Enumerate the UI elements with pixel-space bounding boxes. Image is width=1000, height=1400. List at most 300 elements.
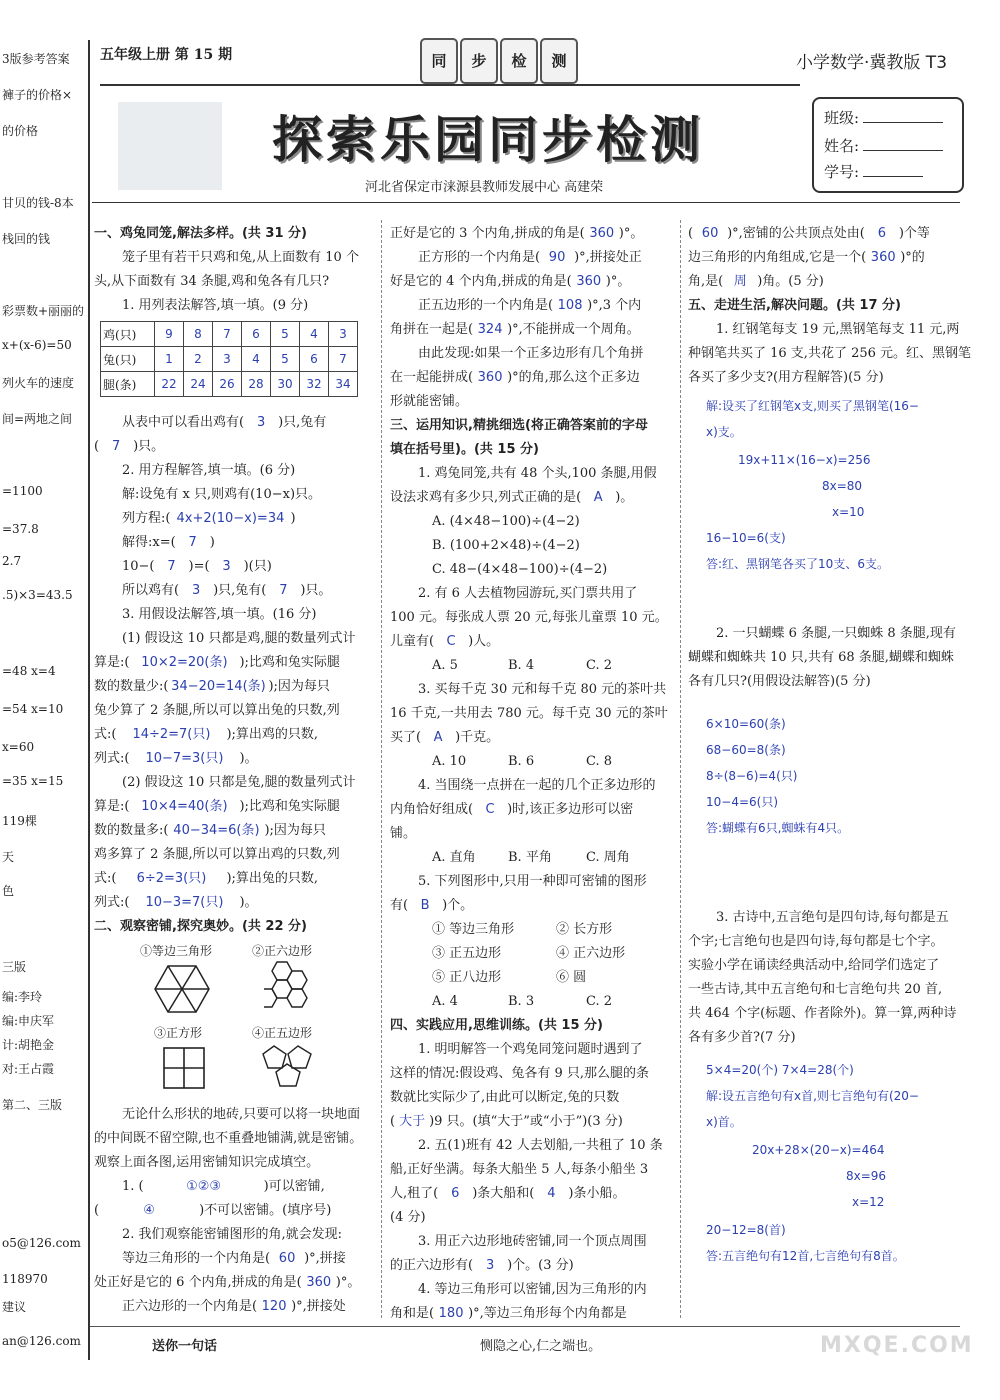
text: 解:设兔有 x 只,则鸡有(10−x)只。: [122, 487, 322, 502]
option: ⑤ 正八边形: [432, 970, 502, 985]
text: 儿童有(: [390, 634, 435, 649]
answer-blank: 大于: [399, 1114, 426, 1129]
text: 好是它的 4 个内角,拼成的角是(: [390, 274, 572, 289]
strip-text: x=60: [2, 740, 35, 754]
question: 3. 买每千克 30 元和每千克 80 元的茶叶共: [418, 682, 667, 697]
text: (: [688, 226, 694, 241]
table-cell: 8: [184, 322, 213, 347]
text: );比鸡和兔实际腿: [239, 655, 340, 670]
text: 正五边形的一个内角是(: [418, 298, 554, 313]
footer: [90, 1326, 974, 1361]
section-5-title: 五、走进生活,解决问题。(共 17 分): [688, 298, 901, 313]
text: );因为每只: [268, 679, 330, 694]
answer-blank: 7: [111, 439, 121, 454]
section-3-title: 三、运用知识,精挑细选(将正确答案前的字母: [390, 418, 648, 433]
question: 3. 古诗中,五言绝句是四句诗,每句都是五: [716, 910, 949, 925]
question: 3. 用正六边形地砖密铺,同一个顶点周围: [418, 1234, 647, 1249]
subject-label: 小学数学·冀教版 T3: [796, 53, 948, 73]
option: A. 5: [432, 658, 458, 673]
answer-blank: 3: [191, 583, 201, 598]
option: B. 6: [508, 754, 535, 769]
watermark: MXQE.COM: [820, 1333, 974, 1358]
text: 边三角形的内角组成,它是一个(: [688, 250, 867, 265]
text: 有(: [390, 898, 409, 913]
question: 5. 下列图形中,只用一种即可密铺的图形: [418, 874, 647, 889]
question: 2. 用方程解答,填一填。(6 分): [122, 463, 296, 478]
table-cell: 34: [329, 372, 358, 397]
answer-blank: 3: [485, 1258, 495, 1273]
solution-line: 答:蝴蝶有6只,蜘蛛有4只。: [706, 821, 850, 835]
text: 算是:(: [94, 799, 130, 814]
strip-text: =54 x=10: [2, 702, 64, 716]
answer-blank: 360: [589, 226, 615, 241]
strip-text: =35 x=15: [2, 774, 64, 788]
strip-text: =37.8: [2, 522, 39, 536]
question: 4. 等边三角形可以密铺,因为三角形的内: [418, 1282, 647, 1297]
solution-line: x)首。: [706, 1115, 742, 1129]
table-cell: 4: [300, 322, 329, 347]
text: ): [209, 535, 215, 550]
answer-blank: A: [593, 490, 603, 505]
text: )时,该正多边形可以密: [507, 802, 634, 817]
strip-text: 对:王占霞: [2, 1062, 55, 1076]
answer-blank: 40−34=6(条): [173, 823, 260, 838]
question: 1. 明明解答一个鸡兔同笼问题时遇到了: [418, 1042, 643, 1057]
text: )人。: [468, 634, 500, 649]
text: 的中间既不留空隙,也不重叠地铺满,就是密铺。: [94, 1131, 363, 1146]
table-cell: 3: [329, 322, 358, 347]
option: C. 8: [586, 754, 613, 769]
text: ): [290, 511, 296, 526]
answer-line: [390, 222, 643, 246]
answer-line: [390, 318, 640, 342]
text: )°,拼接: [304, 1251, 346, 1266]
text: 列式:(: [94, 895, 130, 910]
table-cell: 7: [329, 347, 358, 372]
solution-line: x=12: [852, 1195, 885, 1209]
text: 观察上面各图,运用密铺知识完成填空。: [94, 1155, 320, 1170]
text: 16 千克,一共用去 780 元。每千克 30 元的茶叶: [390, 706, 668, 721]
answer-line: [390, 1182, 625, 1206]
answer-blank: 周: [733, 274, 747, 289]
stamp-char-2: 步: [460, 38, 498, 84]
text: )°。: [335, 1275, 361, 1290]
strip-text: 间=两地之间: [2, 412, 73, 426]
answer-blank: 3: [256, 415, 266, 430]
text: )个。: [442, 898, 474, 913]
name-blank: [863, 150, 943, 151]
text: (4 分): [390, 1210, 426, 1225]
text: )°,拼接处正: [574, 250, 642, 265]
answer-line: [122, 507, 296, 531]
text: 种钢笔共买了 16 支,共花了 256 元。红、黑钢笔: [688, 346, 972, 361]
solution-line: 8x=80: [822, 479, 863, 493]
text: 正方形的一个内角是(: [418, 250, 541, 265]
answer-blank: 6÷2=3(只): [136, 871, 207, 886]
option: ④ 正六边形: [556, 946, 626, 961]
text: (: [390, 1114, 396, 1129]
answer-line: [94, 1271, 360, 1295]
table-cell: 28: [242, 372, 271, 397]
text: 铺。: [390, 826, 417, 841]
answer-blank: 180: [438, 1306, 464, 1321]
answer-line: [390, 270, 630, 294]
text: 人,租了(: [390, 1186, 439, 1201]
strip-text: 栈回的钱: [2, 232, 51, 246]
answer-blank: B: [420, 898, 430, 913]
strip-text: 编:申庆军: [2, 1014, 55, 1028]
answer-blank: 14÷2=7(只): [132, 727, 211, 742]
text: 算是:(: [94, 655, 130, 670]
text: 数的数量多:(: [94, 823, 169, 838]
table-cell: 1: [155, 347, 184, 372]
answer-line: [390, 894, 473, 918]
strip-text: 天: [2, 850, 15, 864]
option: A. 10: [432, 754, 467, 769]
strip-text: 3版参考答案: [2, 52, 70, 66]
answer-blank: 4x+2(10−x)=34: [176, 511, 285, 526]
answer-blank: 34−20=14(条): [171, 679, 266, 694]
text: 形就能密铺。: [390, 394, 469, 409]
strip-text: 第二、三版: [2, 1098, 63, 1112]
question: 3. 用假设法解答,填一填。(16 分): [122, 607, 317, 622]
option: ③ 正五边形: [432, 946, 502, 961]
solution-line: 答:五言绝句有12首,七言绝句有8首。: [706, 1249, 905, 1263]
chicken-rabbit-table: [100, 321, 358, 397]
strip-text: 的价格: [2, 124, 39, 138]
answer-blank: 6: [877, 226, 886, 241]
answer-line: [390, 630, 499, 654]
text: 设法求鸡有多少只,列式正确的是(: [390, 490, 582, 505]
solution-line: 19x+11×(16−x)=256: [738, 453, 871, 467]
answer-line: [94, 435, 164, 459]
text: 一些古诗,其中五言绝句和七言绝句共 20 首,: [688, 982, 943, 997]
text: 列式:(: [94, 751, 130, 766]
text: )9 只。(填“大于”或“小于”)(3 分): [429, 1114, 623, 1129]
shape-label: ④正五边形: [252, 1026, 313, 1040]
text: );比鸡和兔实际腿: [239, 799, 340, 814]
answer-line: [122, 531, 215, 555]
text: 正好是它的 3 个内角,拼成的角是(: [390, 226, 585, 241]
answer-blank: 60: [701, 226, 719, 241]
table-cell: 2: [184, 347, 213, 372]
stamp-char-3: 检: [500, 38, 538, 84]
answer-blank: 360: [477, 370, 503, 385]
answer-line: [94, 675, 330, 699]
row-header: 兔(只): [101, 347, 155, 372]
text: )只,兔有(: [213, 583, 267, 598]
answer-blank: 60: [278, 1251, 296, 1266]
solution-line: 10−4=6(只): [706, 795, 779, 809]
text: (: [94, 439, 100, 454]
text: )°的角,那么这个正多边: [507, 370, 640, 385]
table-cell: 5: [271, 322, 300, 347]
text: )。: [239, 895, 258, 910]
text: 兔少算了 2 条腿,所以可以算出兔的只数,列: [94, 703, 340, 718]
text: )°,不能拼成一个周角。: [507, 322, 640, 337]
strip-text: 三版: [2, 960, 27, 974]
name-label: 姓名:: [824, 137, 860, 155]
pentagon-tiling-icon: [258, 1042, 318, 1096]
text: 等边三角形的一个内角是(: [122, 1251, 271, 1266]
option: ① 等边三角形: [432, 922, 515, 937]
text: )°。: [605, 274, 631, 289]
answer-blank: ④: [143, 1203, 155, 1218]
text: )只,兔有: [278, 415, 327, 430]
answer-line: [122, 555, 272, 579]
answer-blank: 10×4=40(条): [141, 799, 228, 814]
option: A. 4: [432, 994, 458, 1009]
strip-text: 118970: [2, 1272, 48, 1286]
hexagon-tiling-icon: [264, 960, 312, 1016]
text: 从表中可以看出鸡有(: [122, 415, 245, 430]
text: 笼子里有若干只鸡和兔,从上面数有 10 个: [122, 250, 359, 265]
answer-line: [390, 486, 633, 510]
text: )个。(3 分): [507, 1258, 574, 1273]
text: 共 464 个字(标题、作者除外)。算一算,两种诗: [688, 1006, 957, 1021]
answer-blank: 3: [222, 559, 231, 574]
question: 4. 当围绕一点拼在一起的几个正多边形的: [418, 778, 656, 793]
text: 数就比实际少了,由此可以断定,兔的只数: [390, 1090, 620, 1105]
answer-blank: 360: [576, 274, 602, 289]
text: )=(: [188, 559, 210, 574]
text: )不可以密铺。(填序号): [199, 1203, 332, 1218]
text: )(只): [243, 559, 272, 574]
answer-blank: 360: [306, 1275, 332, 1290]
stamp-char-1: 同: [420, 38, 458, 84]
solution-line: 6×10=60(条): [706, 717, 786, 731]
left-strip: [0, 40, 90, 1360]
section-1-title: 一、鸡兔同笼,解法多样。(共 31 分): [94, 226, 307, 241]
answer-blank: 108: [557, 298, 583, 313]
issue-label: 五年级上册 第 15 期: [100, 47, 233, 63]
question: 1. 红钢笔每支 19 元,黑钢笔每支 11 元,两: [716, 322, 960, 337]
text: 所以鸡有(: [122, 583, 180, 598]
strip-text: 计:胡艳金: [2, 1038, 55, 1052]
strip-text: 褲子的价格×: [2, 88, 73, 102]
page-title: 探索乐园同步检测: [272, 111, 704, 169]
strip-text: 甘贝的钱-8本: [2, 196, 74, 210]
strip-text: .5)×3=43.5: [2, 588, 73, 602]
text: (1) 假设这 10 只都是鸡,腿的数量列式计: [122, 631, 356, 646]
answer-blank: 324: [477, 322, 503, 337]
answer-blank: 6: [451, 1186, 460, 1201]
text: )°的: [900, 250, 925, 265]
table-cell: 22: [155, 372, 184, 397]
answer-line: [418, 294, 641, 318]
table-cell: 3: [213, 347, 242, 372]
text: );算出兔的只数,: [226, 871, 319, 886]
answer-line: [122, 411, 326, 435]
text: 无论什么形状的地砖,只要可以将一块地面: [122, 1107, 361, 1122]
top-rule: [92, 202, 960, 203]
answer-blank: 7: [167, 559, 176, 574]
author-line: 河北省保定市涞源县教师发展中心 高建荣: [365, 180, 604, 195]
answer-blank: A: [433, 730, 443, 745]
text: )只。: [300, 583, 332, 598]
text: 列方程:(: [122, 511, 171, 526]
text: 的正六边形有(: [390, 1258, 474, 1273]
text: )个等: [898, 226, 930, 241]
table-cell: 30: [271, 372, 300, 397]
answer-line: [122, 579, 331, 603]
option: C. 48−(4×48−100)÷(4−2): [432, 562, 608, 577]
answer-line: [94, 747, 258, 771]
answer-blank: C: [485, 802, 495, 817]
text: 由此发现:如果一个正多边形有几个角拼: [418, 346, 644, 361]
text: 各有多少首?(7 分): [688, 1030, 796, 1045]
text: 鸡多算了 2 条腿,所以可以算出鸡的只数,列: [94, 847, 340, 862]
solution-line: 解:设买了红钢笔x支,则买了黑钢笔(16−: [706, 399, 919, 413]
solution-line: 5×4=20(个) 7×4=28(个): [706, 1063, 854, 1077]
table-row: [101, 322, 358, 347]
text: 各有几只?(用假设法解答)(5 分): [688, 674, 871, 689]
text: (: [94, 1203, 100, 1218]
answer-line: [94, 819, 326, 843]
answer-blank: 10−7=3(只): [145, 751, 224, 766]
text: )°,等边三角形每个内角都是: [468, 1306, 627, 1321]
answer-line: [94, 723, 318, 747]
strip-text: 编:李玲: [2, 990, 43, 1004]
solution-line: 20x+28×(20−x)=464: [752, 1143, 885, 1157]
text: );算出鸡的只数,: [226, 727, 319, 742]
question: 2. 一只蝴蝶 6 条腿,一只蜘蛛 8 条腿,现有: [716, 626, 956, 641]
option: A. (4×48−100)÷(4−2): [432, 514, 580, 529]
text: 1. (: [122, 1179, 144, 1194]
column-divider-2: [680, 220, 681, 1318]
table-cell: 5: [271, 347, 300, 372]
strip-text: 2.7: [2, 554, 22, 568]
shape-label: ③正方形: [154, 1026, 203, 1040]
answer-line: [94, 651, 340, 675]
text: )可以密铺,: [263, 1179, 325, 1194]
footer-label: 送你一句话: [152, 1339, 218, 1354]
answer-blank: 90: [548, 250, 566, 265]
answer-line: [94, 1199, 331, 1223]
option: ⑥ 圆: [556, 970, 587, 985]
solution-line: 8x=96: [846, 1169, 887, 1183]
stamp-char-4: 测: [540, 38, 578, 84]
option: A. 直角: [432, 850, 476, 865]
text: )。: [615, 490, 634, 505]
text: 各买了多少支?(用方程解答)(5 分): [688, 370, 884, 385]
answer-blank: 4: [547, 1186, 556, 1201]
text: )千克。: [455, 730, 500, 745]
text: 数的数量少:(: [94, 679, 169, 694]
table-cell: 26: [213, 372, 242, 397]
solution-line: 68−60=8(条): [706, 743, 786, 757]
solution-line: 8÷(8−6)=4(只): [706, 769, 798, 783]
answer-line: [122, 1295, 346, 1319]
text: 头,从下面数有 34 条腿,鸡和兔各有几只?: [94, 274, 330, 289]
row-header: 鸡(只): [101, 322, 155, 347]
answer-line: [122, 1175, 325, 1199]
text: 10−(: [122, 559, 155, 574]
answer-blank: 10×2=20(条): [141, 655, 228, 670]
option: B. 平角: [508, 850, 552, 865]
text: )角。(5 分): [757, 274, 824, 289]
option: C. 周角: [586, 850, 630, 865]
text: )。: [239, 751, 258, 766]
number-label: 学号:: [824, 163, 860, 181]
question: 1. 鸡兔同笼,共有 48 个头,100 条腿,用假: [418, 466, 657, 481]
text: )条大船和(: [472, 1186, 535, 1201]
text: )°,密铺的公共顶点处由(: [727, 226, 865, 241]
text: 角和是(: [390, 1306, 435, 1321]
option: B. 3: [508, 994, 535, 1009]
footer-quote: 恻隐之心,仁之端也。: [480, 1339, 602, 1354]
answer-line: [94, 795, 340, 819]
image-placeholder: [118, 102, 222, 190]
table-cell: 6: [242, 322, 271, 347]
strip-text: an@126.com: [2, 1334, 81, 1348]
question: 2. 有 6 人去植物园游玩,买门票共用了: [418, 586, 638, 601]
class-label: 班级:: [824, 109, 860, 127]
student-info-box: [812, 97, 964, 193]
table-cell: 6: [300, 347, 329, 372]
text: )°,3 个内: [587, 298, 642, 313]
option: B. 4: [508, 658, 535, 673]
row-header: 腿(条): [101, 372, 155, 397]
class-blank: [863, 122, 943, 123]
answer-line: [688, 270, 824, 294]
strip-text: x+(x-6)=50: [2, 338, 72, 352]
option: C. 2: [586, 994, 613, 1009]
text: 式:(: [94, 727, 117, 742]
text: 这样的情况:假设鸡、兔各有 9 只,那么腿的条: [390, 1066, 650, 1081]
square-tiling-icon: [162, 1046, 206, 1090]
section-2-title: 二、观察密铺,探究奥妙。(共 22 分): [94, 919, 307, 934]
answer-line: [122, 1247, 346, 1271]
text: 蝴蝶和蜘蛛共 10 只,共有 68 条腿,蝴蝶和蜘蛛: [688, 650, 954, 665]
strip-text: =1100: [2, 484, 43, 498]
table-cell: 4: [242, 347, 271, 372]
text: 角,是(: [688, 274, 724, 289]
text: 买了(: [390, 730, 422, 745]
shape-label: ①等边三角形: [140, 944, 213, 958]
answer-blank: 360: [870, 250, 896, 265]
table-cell: 7: [213, 322, 242, 347]
answer-blank: 10−3=7(只): [145, 895, 224, 910]
table-cell: 24: [184, 372, 213, 397]
number-blank: [863, 176, 923, 177]
answer-line: [688, 222, 930, 246]
strip-text: o5@126.com: [2, 1236, 81, 1250]
answer-line: [688, 246, 925, 270]
strip-text: =48 x=4: [2, 664, 56, 678]
answer-line: [418, 246, 642, 270]
header-rule: [100, 84, 800, 86]
strip-text: 彩票数+丽丽的: [2, 304, 85, 318]
text: (2) 假设这 10 只都是兔,腿的数量列式计: [122, 775, 356, 790]
answer-line: [94, 867, 318, 891]
answer-line: [94, 891, 258, 915]
solution-line: x)支。: [706, 425, 742, 439]
text: 解得:x=(: [122, 535, 176, 550]
text: 式:(: [94, 871, 117, 886]
question: 2. 五(1)班有 42 人去划船,一共租了 10 条: [418, 1138, 663, 1153]
answer-blank: ①②③: [186, 1179, 222, 1194]
text: 内角恰好组成(: [390, 802, 474, 817]
section-3-title-cont: 填在括号里)。(共 15 分): [390, 442, 539, 457]
hexagon-triangles-icon: [154, 964, 210, 1014]
option: C. 2: [586, 658, 613, 673]
answer-blank: 7: [279, 583, 288, 598]
strip-text: 119棵: [2, 814, 37, 828]
solution-line: 解:设五言绝句有x首,则七言绝句有(20−: [706, 1089, 919, 1103]
shape-label: ②正六边形: [252, 944, 313, 958]
solution-line: 16−10=6(支): [706, 531, 786, 545]
